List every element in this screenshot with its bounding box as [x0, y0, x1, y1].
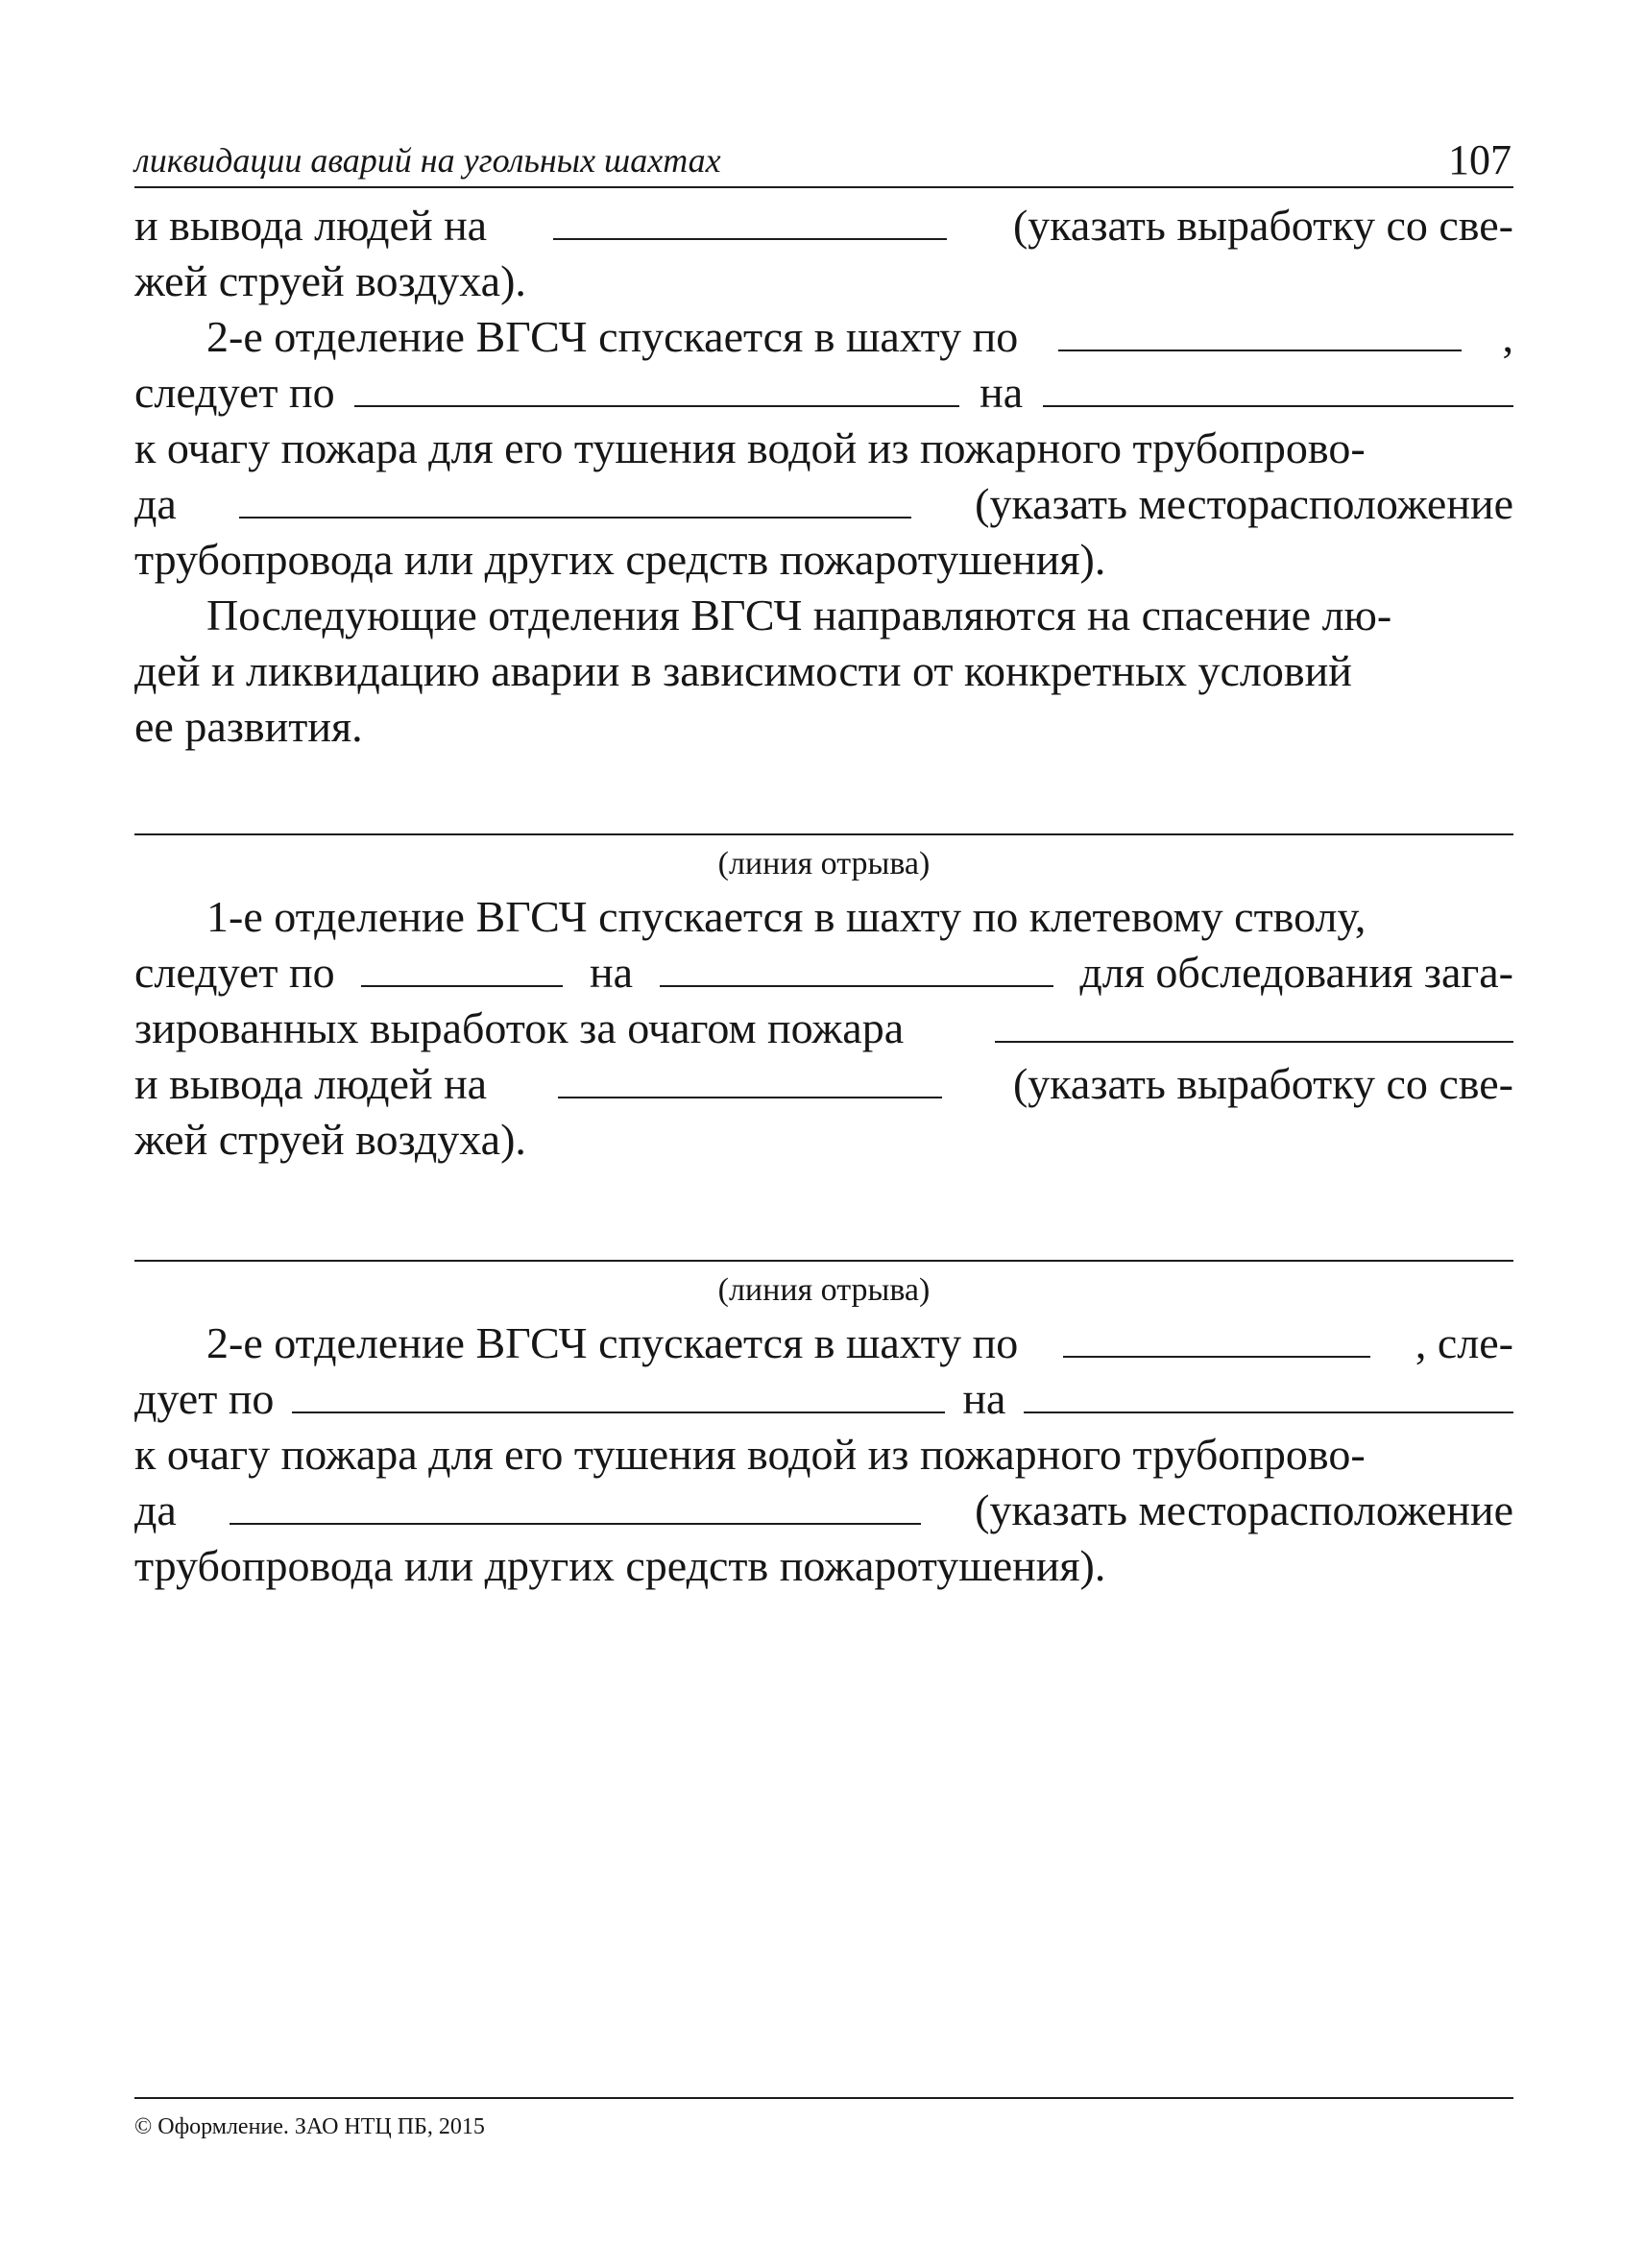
line-text: 2-е отделение ВГСЧ спускается в шахту по: [206, 1318, 1019, 1367]
line-text: дей и ликвидацию аварии в зависимости от конкретных условий: [134, 646, 1352, 695]
page-body: [134, 198, 1513, 1594]
text-line: [134, 198, 1513, 253]
line-text: , сле-: [1415, 1318, 1513, 1367]
line-text: трубопровода или других средств пожаротушения).: [134, 1541, 1106, 1590]
line-text: к очагу пожара для его тушения водой из пожарного трубопрово-: [134, 423, 1366, 472]
fill-in-blank: [292, 1411, 945, 1413]
text-line: [134, 1056, 1513, 1112]
text-line: [134, 889, 1513, 945]
line-text: ,: [1502, 312, 1513, 361]
line-text: для обследования зага-: [1079, 948, 1513, 997]
text-line: [134, 1112, 1513, 1168]
line-text: да: [134, 479, 177, 528]
fill-in-blank: [239, 517, 911, 519]
text-line: [134, 365, 1513, 421]
line-text: (указать выработку со све-: [1012, 1059, 1513, 1108]
fill-in-blank: [354, 405, 959, 407]
line-text: на: [589, 948, 634, 997]
fill-in-blank: [660, 985, 1053, 987]
line-text: (указать месторасположение: [975, 1485, 1513, 1534]
fill-in-blank: [1043, 405, 1513, 407]
fill-in-blank: [553, 238, 947, 240]
line-text: и вывода людей на: [134, 201, 488, 250]
text-line: [134, 1315, 1513, 1371]
copyright-notice: © Оформление. ЗАО НТЦ ПБ, 2015: [134, 2114, 485, 2139]
text-line: [134, 253, 1513, 309]
text-line: [134, 532, 1513, 588]
fill-in-blank: [1063, 1356, 1370, 1358]
text-line: [134, 945, 1513, 1001]
text-line: [134, 421, 1513, 476]
running-title: ликвидации аварий на угольных шахтах: [134, 141, 721, 180]
tear-line-label: (линия отрыва): [717, 1272, 931, 1308]
line-text: ее развития.: [134, 702, 363, 751]
text-line: [134, 643, 1513, 699]
line-text: жей струей воздуха).: [134, 1115, 526, 1164]
line-text: зированных выработок за очагом пожара: [134, 1003, 905, 1052]
line-text: (указать месторасположение: [975, 479, 1513, 528]
fill-in-blank: [361, 985, 563, 987]
line-text: (указать выработку со све-: [1012, 201, 1513, 250]
line-text: и вывода людей на: [134, 1059, 488, 1108]
line-text: к очагу пожара для его тушения водой из пожарного трубопрово-: [134, 1430, 1366, 1479]
fill-in-blank: [1024, 1411, 1513, 1413]
page-number: 107: [1448, 136, 1512, 183]
page-footer: [134, 2097, 1513, 2141]
tear-rule: [134, 833, 1513, 835]
line-text: жей струей воздуха).: [134, 256, 526, 305]
line-text: Последующие отделения ВГСЧ направляются на спасение лю-: [206, 591, 1392, 639]
tear-line: [134, 833, 1513, 889]
tear-rule: [134, 1260, 1513, 1262]
fill-in-blank: [1058, 350, 1462, 351]
text-line: [134, 1538, 1513, 1594]
text-line: [134, 699, 1513, 755]
line-text: на: [980, 368, 1024, 417]
line-text: трубопровода или других средств пожаротушения).: [134, 535, 1106, 584]
page-header: [134, 133, 1513, 188]
line-text: 1-е отделение ВГСЧ спускается в шахту по клетевому стволу,: [206, 892, 1367, 941]
text-line: [134, 1371, 1513, 1427]
line-text: следует по: [134, 368, 335, 417]
tear-line-label: (линия отрыва): [717, 846, 931, 881]
text-line: [134, 476, 1513, 532]
text-line: [134, 1001, 1513, 1056]
fill-in-blank: [558, 1097, 942, 1098]
fill-in-blank: [995, 1041, 1513, 1043]
line-text: да: [134, 1485, 177, 1534]
line-text: 2-е отделение ВГСЧ спускается в шахту по: [206, 312, 1019, 361]
text-line: [134, 309, 1513, 365]
text-line: [134, 588, 1513, 643]
line-text: на: [962, 1374, 1006, 1423]
tear-line: [134, 1260, 1513, 1315]
line-text: следует по: [134, 948, 335, 997]
text-line: [134, 1483, 1513, 1538]
line-text: дует по: [134, 1374, 275, 1423]
text-line: [134, 1427, 1513, 1483]
fill-in-blank: [230, 1523, 921, 1525]
